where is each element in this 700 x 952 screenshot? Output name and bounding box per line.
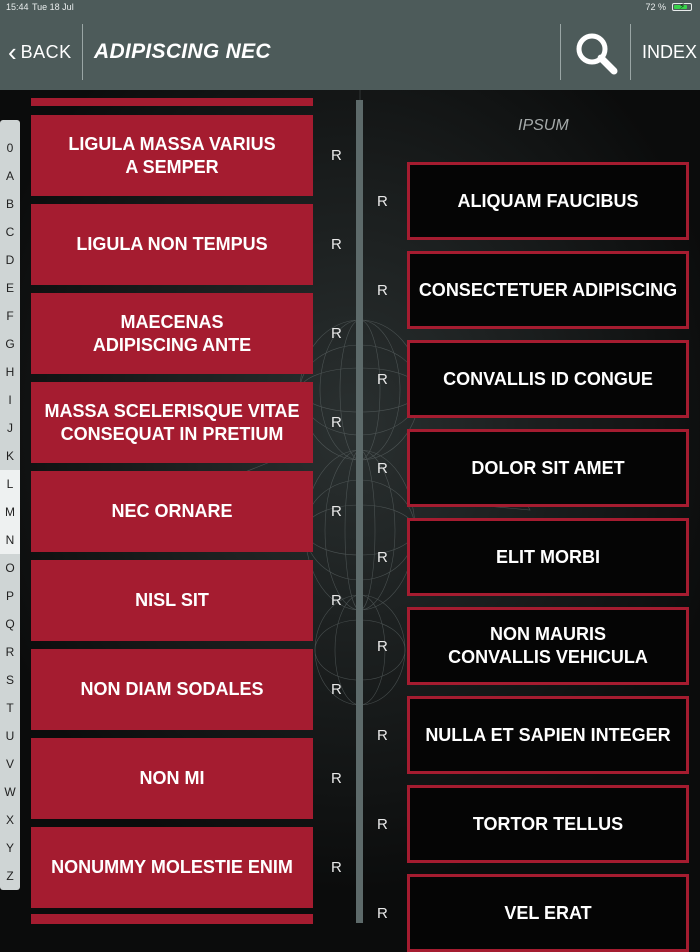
battery-percent: 72 % [645, 2, 666, 12]
right-list-item[interactable]: NON MAURIS CONVALLIS VEHICULA [407, 607, 689, 685]
left-list-marker: R [331, 147, 342, 164]
left-list-marker: R [331, 859, 342, 876]
alphabet-letter[interactable]: P [5, 589, 14, 603]
page-title: ADIPISCING NEC [94, 40, 271, 63]
alphabet-letter[interactable]: Q [5, 617, 15, 631]
alphabet-letter[interactable]: 0 [6, 141, 14, 155]
alphabet-letter[interactable]: I [8, 393, 12, 407]
status-time: 15:44 [6, 2, 29, 12]
index-button[interactable]: INDEX [642, 42, 698, 62]
right-list-item[interactable]: VEL ERAT [407, 874, 689, 952]
right-list-item[interactable]: DOLOR SIT AMET [407, 429, 689, 507]
left-list-item[interactable]: MAECENAS ADIPISCING ANTE [31, 293, 313, 374]
left-list-marker: R [331, 681, 342, 698]
left-list-marker: R [331, 770, 342, 787]
alphabet-letter[interactable]: M [0, 498, 20, 526]
right-column-header: IPSUM [518, 117, 569, 134]
left-list-item[interactable]: NISL SIT [31, 560, 313, 641]
right-list-item[interactable]: TORTOR TELLUS [407, 785, 689, 863]
right-list-marker: R [377, 549, 388, 566]
column-divider [356, 100, 363, 923]
left-list-item[interactable]: MASSA SCELERISQUE VITAE CONSEQUAT IN PRETIUM [31, 382, 313, 463]
alphabet-letter[interactable]: Z [6, 869, 14, 883]
left-list-item[interactable]: NONUMMY MOLESTIE ENIM [31, 827, 313, 908]
right-list-item[interactable]: CONSECTETUER ADIPISCING [407, 251, 689, 329]
left-list-item[interactable]: NON MI [31, 738, 313, 819]
alphabet-letter[interactable]: D [5, 253, 15, 267]
status-date: Tue 18 Jul [32, 2, 74, 12]
nav-bar [0, 14, 700, 90]
left-list-marker: R [331, 236, 342, 253]
alphabet-letter[interactable]: U [5, 729, 15, 743]
alphabet-letter[interactable]: T [6, 701, 14, 715]
right-list-marker: R [377, 638, 388, 655]
left-list-item[interactable]: LIGULA MASSA VARIUS A SEMPER [31, 115, 313, 196]
right-list-marker: R [377, 460, 388, 477]
alphabet-letter[interactable]: R [5, 645, 15, 659]
nav-divider [630, 24, 631, 80]
right-list-marker: R [377, 371, 388, 388]
right-list-item[interactable]: CONVALLIS ID CONGUE [407, 340, 689, 418]
left-list-marker: R [331, 503, 342, 520]
alphabet-letter[interactable]: X [5, 813, 14, 827]
battery-icon: ⚡ [672, 3, 692, 11]
alphabet-letter[interactable]: H [5, 365, 15, 379]
left-list-item[interactable]: LIGULA NON TEMPUS [31, 204, 313, 285]
chevron-left-icon: ‹ [8, 37, 17, 67]
left-list-marker: R [331, 414, 342, 431]
alphabet-letter[interactable]: V [5, 757, 14, 771]
alphabet-letter[interactable]: L [0, 470, 20, 498]
list-top-edge [31, 98, 313, 106]
alphabet-letter[interactable]: G [5, 337, 15, 351]
right-list-item[interactable]: ALIQUAM FAUCIBUS [407, 162, 689, 240]
search-icon[interactable] [573, 30, 619, 76]
alphabet-letter[interactable]: O [5, 561, 15, 575]
left-list-marker: R [331, 592, 342, 609]
list-bottom-edge [31, 914, 313, 924]
alphabet-index[interactable] [0, 120, 20, 890]
alphabet-letter[interactable]: A [5, 169, 14, 183]
nav-divider [560, 24, 561, 80]
right-list-item[interactable]: ELIT MORBI [407, 518, 689, 596]
back-label: BACK [20, 41, 72, 62]
right-list-marker: R [377, 905, 388, 922]
alphabet-letter[interactable]: B [5, 197, 14, 211]
alphabet-letter[interactable]: F [6, 309, 14, 323]
right-list-marker: R [377, 816, 388, 833]
nav-divider [82, 24, 83, 80]
alphabet-letter[interactable]: E [5, 281, 14, 295]
left-list-item[interactable]: NON DIAM SODALES [31, 649, 313, 730]
right-list-marker: R [377, 193, 388, 210]
back-button[interactable] [8, 14, 72, 90]
status-bar [0, 0, 700, 14]
alphabet-letter[interactable]: K [5, 449, 14, 463]
alphabet-letter[interactable]: Y [5, 841, 14, 855]
left-list-marker: R [331, 325, 342, 342]
alphabet-letter[interactable]: J [7, 421, 13, 435]
right-list-item[interactable]: NULLA ET SAPIEN INTEGER [407, 696, 689, 774]
alphabet-letter[interactable]: W [4, 785, 16, 799]
alphabet-letter[interactable]: S [5, 673, 14, 687]
right-list-marker: R [377, 282, 388, 299]
left-list-item[interactable]: NEC ORNARE [31, 471, 313, 552]
alphabet-letter[interactable]: C [5, 225, 15, 239]
alphabet-letter[interactable]: N [0, 526, 20, 554]
right-list-marker: R [377, 727, 388, 744]
